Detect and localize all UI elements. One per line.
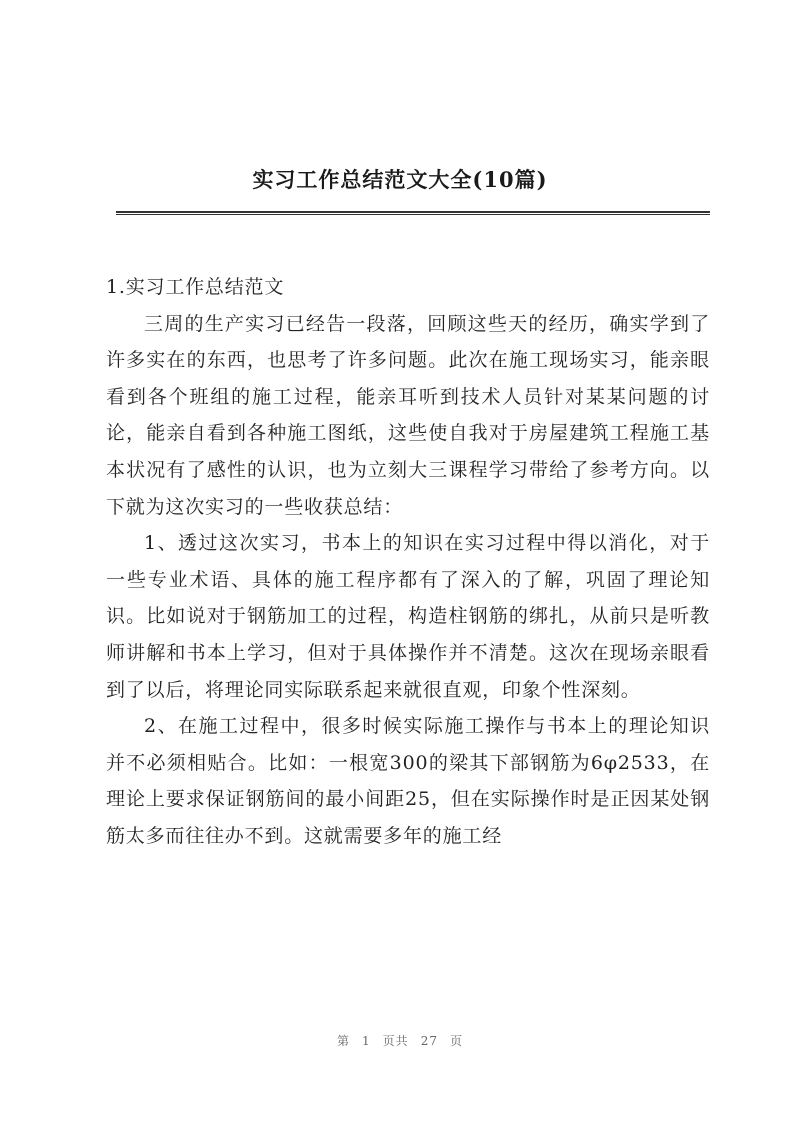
- paragraph-point-1: 1、透过这次实习，书本上的知识在实习过程中得以消化，对于一些专业术语、具体的施工程序都有了深入的了解，巩固了理论知识。比如说对于钢筋加工的过程，构造柱钢筋的绑扎，从前只是听教师讲解和书本上学习，但对于具体操作并不清楚。这次在现场亲眼看到了以后，将理论同实际联系起来就很直观，印象个性深刻。: [106, 532, 710, 701]
- paragraph-intro: 三周的生产实习已经告一段落，回顾这些天的经历，确实学到了许多实在的东西，也思考了许多问题。此次在施工现场实习，能亲眼看到各个班组的施工过程，能亲耳听到技术人员针对某某问题的讨论，能亲自看到各种施工图纸，这些使自我对于房屋建筑工程施工基本状况有了感性的认识，也为立刻大三课程学习带给了参考方向。以下就为这次实习的一些收获总结：: [106, 312, 710, 518]
- footer-middle: 页共: [382, 1034, 409, 1048]
- footer-total-pages: 27: [420, 1034, 438, 1048]
- footer-prefix: 第: [337, 1034, 351, 1048]
- paragraph-point-2: 2、在施工过程中，很多时候实际施工操作与书本上的理论知识并不必须相贴合。比如：一根宽300的梁其下部钢筋为6φ2533，在理论上要求保证钢筋间的最小间距25，但在实际操作时是正因某处钢筋太多而往往办不到。这就需要多年的施工经: [106, 715, 710, 847]
- section-heading: 1.实习工作总结范文: [106, 276, 285, 298]
- title-divider: [116, 211, 710, 215]
- page-footer: [0, 1032, 800, 1049]
- document-title: 实习工作总结范文大全(10篇): [252, 167, 548, 192]
- footer-current-page: 1: [362, 1034, 371, 1048]
- document-body: [106, 269, 710, 855]
- footer-suffix: 页: [449, 1034, 463, 1048]
